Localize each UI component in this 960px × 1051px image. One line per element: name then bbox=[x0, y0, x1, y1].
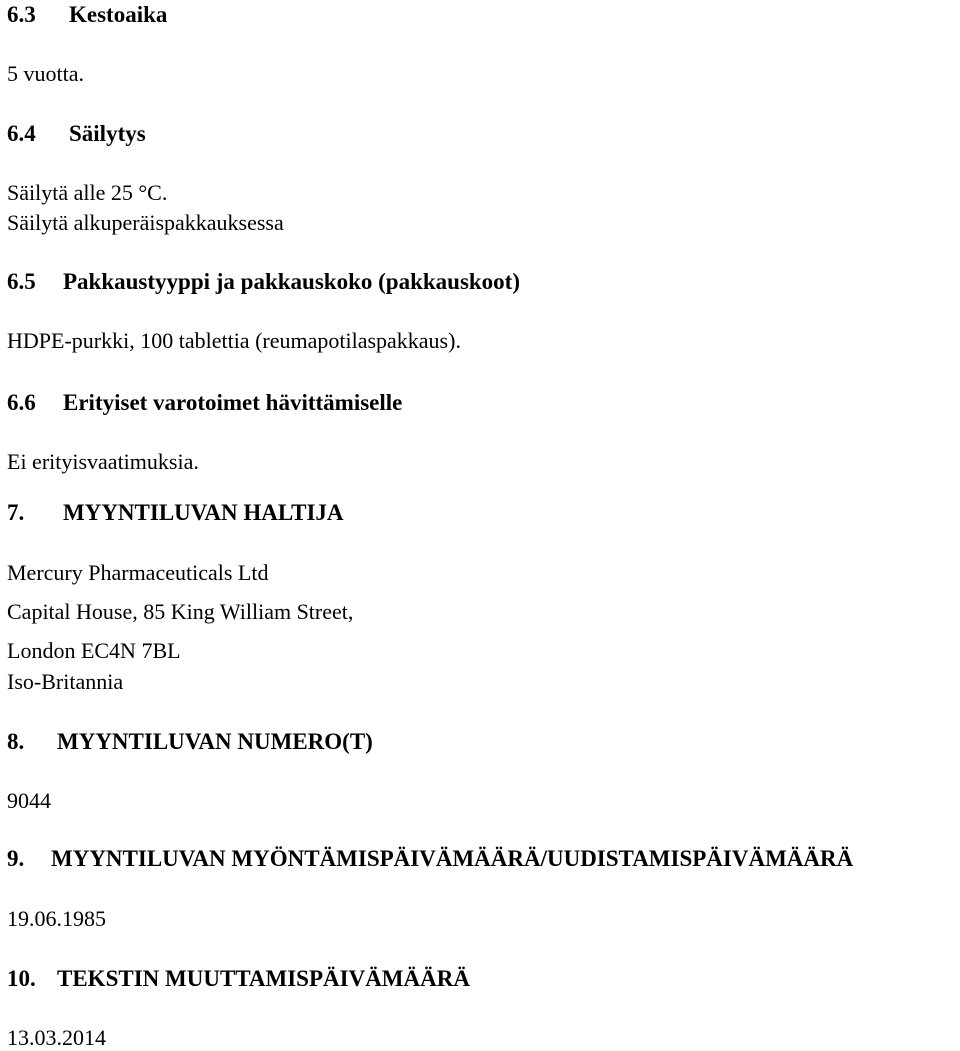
section-number: 6.6 bbox=[7, 390, 36, 415]
authorization-number: 9044 bbox=[7, 788, 51, 813]
section-title: Erityiset varotoimet hävittämiselle bbox=[63, 390, 403, 415]
section-title: MYYNTILUVAN HALTIJA bbox=[63, 500, 344, 525]
section-number: 10. bbox=[7, 966, 36, 991]
section-8-heading bbox=[7, 729, 373, 755]
section-7-heading bbox=[7, 500, 344, 526]
revision-date: 13.03.2014 bbox=[7, 1025, 106, 1050]
section-number: 7. bbox=[7, 500, 25, 525]
section-title: Pakkaustyyppi ja pakkauskoko (pakkauskoot) bbox=[63, 269, 521, 294]
section-6-6-text: Ei erityisvaatimuksia. bbox=[7, 449, 199, 474]
section-number: 8. bbox=[7, 729, 25, 754]
section-number: 6.3 bbox=[7, 2, 36, 27]
section-6-6-heading bbox=[7, 390, 402, 416]
section-6-3-text: 5 vuotta. bbox=[7, 61, 84, 86]
section-number: 6.4 bbox=[7, 121, 36, 146]
section-6-4-heading bbox=[7, 121, 146, 147]
section-title: MYYNTILUVAN MYÖNTÄMISPÄIVÄMÄÄRÄ/UUDISTAMISPÄIVÄMÄÄRÄ bbox=[51, 846, 854, 871]
holder-address-street: Capital House, 85 King William Street, bbox=[7, 599, 354, 624]
section-10-heading bbox=[7, 966, 470, 992]
section-6-4-text-2: Säilytä alkuperäispakkauksessa bbox=[7, 210, 284, 235]
section-title: Kestoaika bbox=[69, 2, 168, 27]
section-number: 6.5 bbox=[7, 269, 36, 294]
section-title: MYYNTILUVAN NUMERO(T) bbox=[57, 729, 373, 754]
section-title: Säilytys bbox=[69, 121, 146, 146]
holder-country: Iso-Britannia bbox=[7, 669, 124, 694]
section-6-5-heading bbox=[7, 269, 520, 295]
section-title: TEKSTIN MUUTTAMISPÄIVÄMÄÄRÄ bbox=[57, 966, 470, 991]
holder-name: Mercury Pharmaceuticals Ltd bbox=[7, 560, 269, 585]
authorization-date: 19.06.1985 bbox=[7, 906, 106, 931]
section-9-heading bbox=[7, 846, 853, 872]
section-6-4-text-1: Säilytä alle 25 °C. bbox=[7, 180, 168, 205]
section-6-3-heading bbox=[7, 2, 167, 28]
section-number: 9. bbox=[7, 846, 25, 871]
holder-address-city: London EC4N 7BL bbox=[7, 638, 181, 663]
section-6-5-text: HDPE-purkki, 100 tablettia (reumapotilaspakkaus). bbox=[7, 328, 461, 353]
